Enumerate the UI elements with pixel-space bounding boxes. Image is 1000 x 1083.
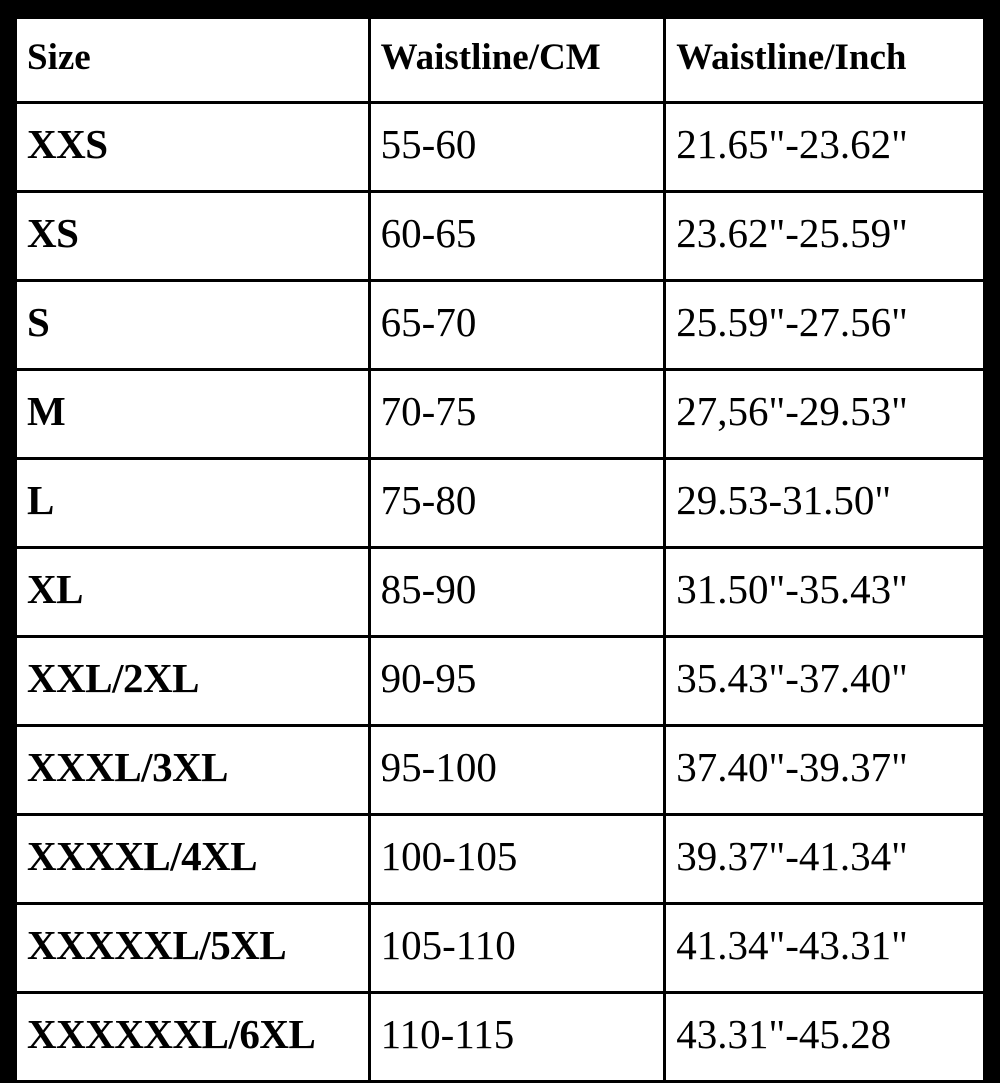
cell-waistline-cm: 90-95 bbox=[369, 637, 665, 726]
table-row bbox=[16, 192, 985, 281]
cell-waistline-cm: 100-105 bbox=[369, 815, 665, 904]
table-row bbox=[16, 637, 985, 726]
cell-waistline-inch: 39.37"-41.34" bbox=[665, 815, 985, 904]
column-header-size: Size bbox=[16, 18, 370, 103]
table-body bbox=[16, 103, 985, 1082]
cell-size: XL bbox=[16, 548, 370, 637]
cell-size: S bbox=[16, 281, 370, 370]
cell-waistline-inch: 23.62"-25.59" bbox=[665, 192, 985, 281]
size-chart-container bbox=[14, 16, 986, 1058]
table-row bbox=[16, 993, 985, 1082]
cell-size: XXS bbox=[16, 103, 370, 192]
table-row bbox=[16, 726, 985, 815]
cell-waistline-cm: 105-110 bbox=[369, 904, 665, 993]
cell-waistline-inch: 29.53-31.50" bbox=[665, 459, 985, 548]
cell-size: M bbox=[16, 370, 370, 459]
cell-size: L bbox=[16, 459, 370, 548]
cell-waistline-inch: 43.31"-45.28 bbox=[665, 993, 985, 1082]
table-row bbox=[16, 904, 985, 993]
cell-waistline-cm: 65-70 bbox=[369, 281, 665, 370]
cell-waistline-cm: 95-100 bbox=[369, 726, 665, 815]
cell-size: XXL/2XL bbox=[16, 637, 370, 726]
size-chart-table bbox=[14, 16, 986, 1083]
table-row bbox=[16, 815, 985, 904]
table-row bbox=[16, 103, 985, 192]
cell-waistline-inch: 21.65"-23.62" bbox=[665, 103, 985, 192]
cell-waistline-cm: 110-115 bbox=[369, 993, 665, 1082]
cell-waistline-inch: 37.40"-39.37" bbox=[665, 726, 985, 815]
cell-waistline-inch: 31.50"-35.43" bbox=[665, 548, 985, 637]
cell-waistline-cm: 55-60 bbox=[369, 103, 665, 192]
cell-waistline-cm: 85-90 bbox=[369, 548, 665, 637]
cell-size: XXXXXXL/6XL bbox=[16, 993, 370, 1082]
cell-waistline-inch: 27,56"-29.53" bbox=[665, 370, 985, 459]
cell-waistline-cm: 60-65 bbox=[369, 192, 665, 281]
table-row bbox=[16, 548, 985, 637]
cell-size: XXXXL/4XL bbox=[16, 815, 370, 904]
cell-waistline-inch: 25.59"-27.56" bbox=[665, 281, 985, 370]
cell-size: XXXL/3XL bbox=[16, 726, 370, 815]
table-row bbox=[16, 281, 985, 370]
cell-waistline-cm: 75-80 bbox=[369, 459, 665, 548]
table-row bbox=[16, 370, 985, 459]
cell-waistline-inch: 41.34"-43.31" bbox=[665, 904, 985, 993]
cell-waistline-cm: 70-75 bbox=[369, 370, 665, 459]
cell-size: XS bbox=[16, 192, 370, 281]
table-header bbox=[16, 18, 985, 103]
cell-size: XXXXXL/5XL bbox=[16, 904, 370, 993]
cell-waistline-inch: 35.43"-37.40" bbox=[665, 637, 985, 726]
column-header-waistline-cm: Waistline/CM bbox=[369, 18, 665, 103]
column-header-waistline-inch: Waistline/Inch bbox=[665, 18, 985, 103]
table-header-row bbox=[16, 18, 985, 103]
table-row bbox=[16, 459, 985, 548]
